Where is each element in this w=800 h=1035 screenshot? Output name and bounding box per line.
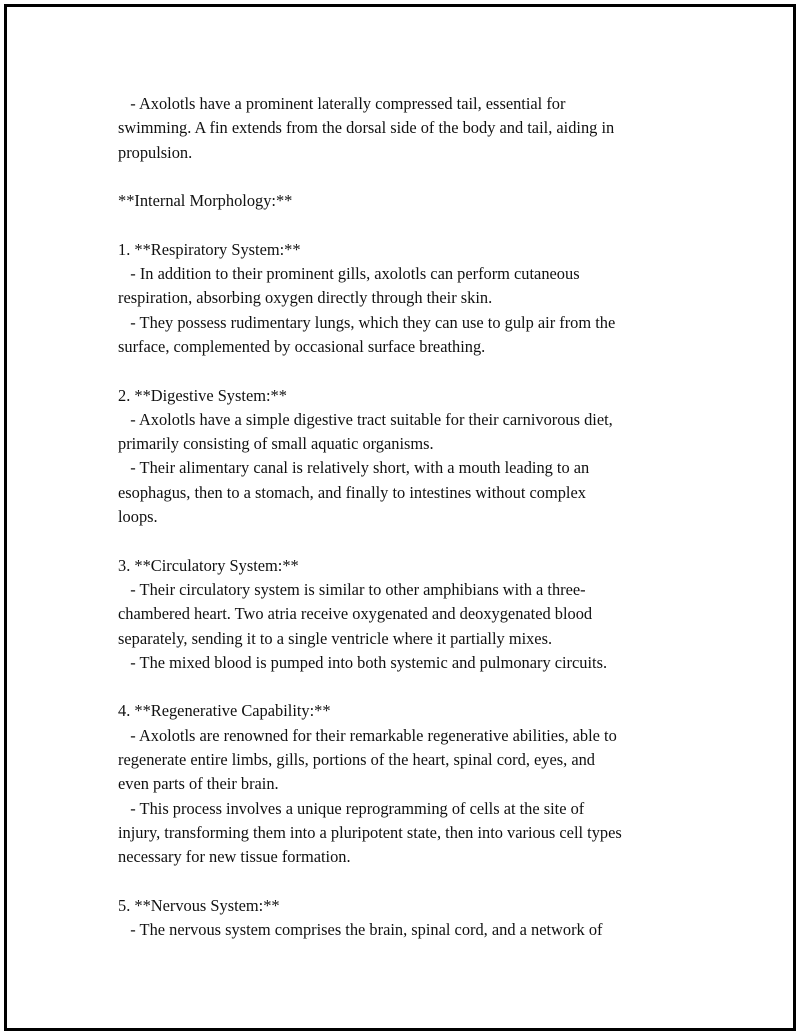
document-body-text: - Axolotls have a prominent laterally compressed tail, essential for swimming. A fin extends from the dorsal side of the body and tail, aiding in propulsion. **Internal Morphology:** 1. **Respiratory System:** - In addition to their prominent gills, axolotls can perform cutaneous respiration, absorbing oxygen directly through their skin. - They possess rudimentary lungs, which they can use to gulp air from the surface, complemented by occasional surface breathing. 2. **Digestive System:** - Axolotls have a simple digestive tract suitable for their carnivorous diet, primarily consisting of small aquatic organisms. - Their alimentary canal is relatively short, with a mouth leading to an esophagus, then to a stomach, and finally to intestines without complex loops. 3. **Circulatory System:** - Their circulatory system is similar to other amphibians with a three- chambered heart. Two atria receive oxygenated and deoxygenated blood separately, sending it to a single ventricle where it partially mixes. - The mixed blood is pumped into both systemic and pulmonary circuits. 4. **Regenerative Capability:** - Axolotls are renowned for their remarkable regenerative abilities, able to regenerate entire limbs, gills, portions of the heart, spinal cord, eyes, and even parts of their brain. - This process involves a unique reprogramming of cells at the site of injury, transforming them into a pluripotent state, then into various cell types necessary for new tissue formation. 5. **Nervous System:** - The nervous system comprises the brain, spinal cord, and a network of [118, 94, 622, 940]
